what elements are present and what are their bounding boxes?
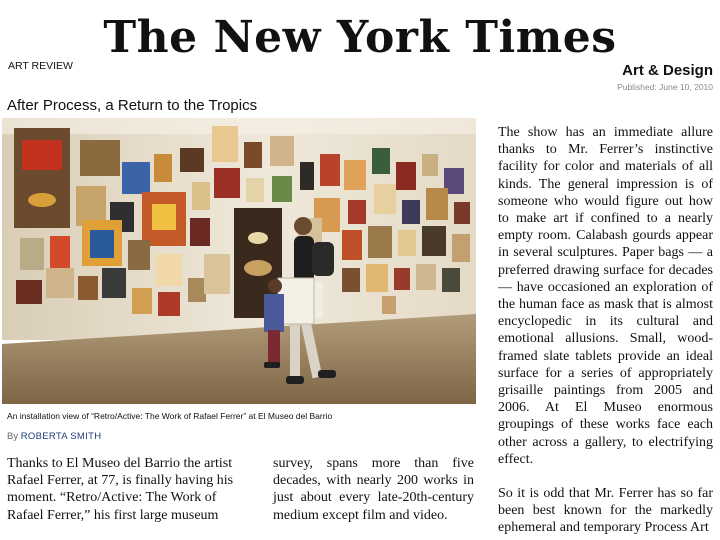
photo-caption: An installation view of “Retro/Active: The Work of Rafael Ferrer” at El Museo del Barrio (7, 411, 333, 421)
article-body-column-3 (498, 124, 713, 537)
byline-author-link[interactable]: ROBERTA SMITH (20, 431, 102, 442)
article-body-column-1: Thanks to El Museo del Barrio the artist Rafael Ferrer, at 77, is finally having his moment. “Retro/Active: The Work of Rafael Ferrer,” his first large museum (7, 456, 234, 523)
installation-photo-illustration (2, 118, 476, 404)
section-label[interactable]: ART REVIEW (8, 60, 73, 72)
article-headline: After Process, a Return to the Tropics (7, 97, 258, 114)
paragraph: The show has an immediate allure thanks to Mr. Ferrer’s instinctive facility for color and materials of all kinds. The general impression is of someone who would figure out how to make art if confined to a nearly empty room. Calabash gourds appear in several sculptures. Paper bags — a preferred drawing surface for decades — have occasioned an exploration of the human face as mask that is almost encyclopedic in its cultural and emotional allusions. Small, wood-framed slate tablets provide an ideal surface for a series of appropriately grisaille paintings from 2005 and 2006. At El Museo enormous groupings of these works face each other across a gallery, to electrifying effect. (498, 125, 713, 467)
category-label[interactable]: Art & Design (622, 62, 713, 79)
article-photo (2, 118, 476, 404)
byline (7, 431, 101, 442)
paragraph: So it is odd that Mr. Ferrer has so far been best known for the markedly ephemeral and temporary Process Art (498, 486, 713, 536)
article-body-column-2: survey, spans more than five decades, with nearly 200 works in just about every late-20th-century medium except film and video. (273, 456, 474, 523)
masthead-logo[interactable]: The New York Times (103, 12, 617, 63)
byline-prefix: By (7, 431, 19, 442)
published-date: Published: June 10, 2010 (617, 82, 713, 92)
